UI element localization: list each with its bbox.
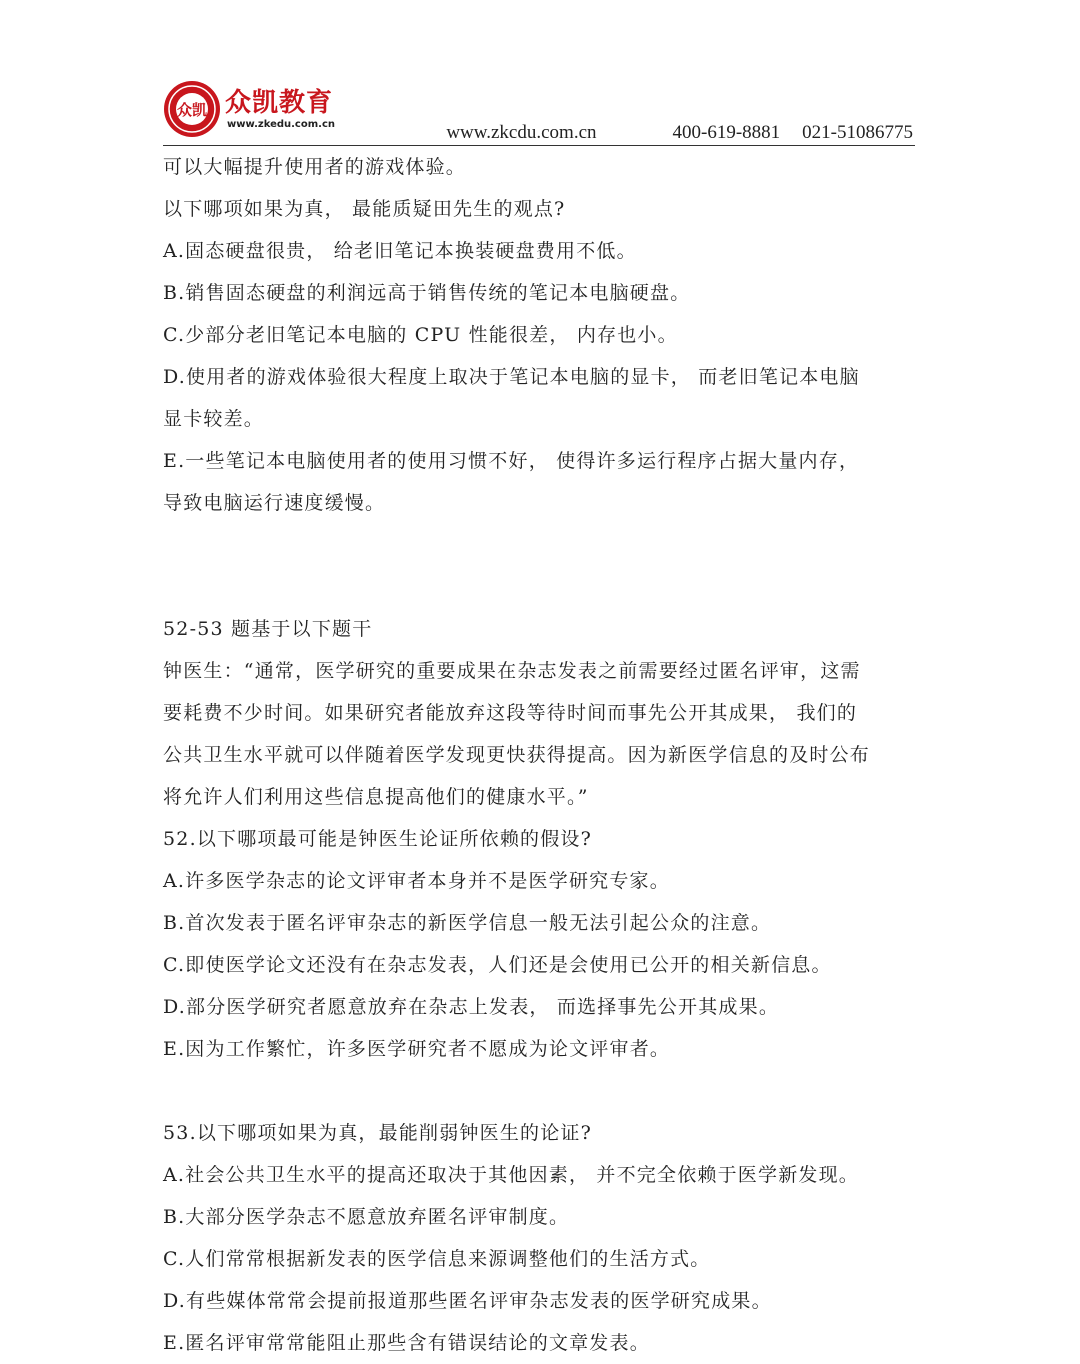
header-contact [446, 122, 913, 144]
option-c: C.少部分老旧笔记本电脑的 CPU 性能很差， 内存也小。 [163, 324, 678, 346]
option-e-continued: 导致电脑运行速度缓慢。 [163, 492, 386, 514]
question-52: 52.以下哪项最可能是钟医生论证所依赖的假设? [163, 828, 593, 850]
page-header [163, 78, 915, 146]
option-b: B.销售固态硬盘的利润远高于销售传统的笔记本电脑硬盘。 [163, 282, 691, 304]
option-c: C.即使医学论文还没有在杂志发表，人们还是会使用已公开的相关新信息。 [163, 954, 832, 976]
option-d: D.使用者的游戏体验很大程度上取决于笔记本电脑的显卡， 而老旧笔记本电脑 [163, 366, 860, 388]
option-e: E.匿名评审常常能阻止那些含有错误结论的文章发表。 [163, 1332, 650, 1354]
header-phone-1: 400-619-8881 [672, 122, 781, 143]
document-body [163, 146, 919, 1364]
option-b: B.首次发表于匿名评审杂志的新医学信息一般无法引起公众的注意。 [163, 912, 772, 934]
brand-url: www.zkedu.com.cn [227, 119, 335, 130]
text-line: 可以大幅提升使用者的游戏体验。 [163, 156, 467, 178]
passage-line: 钟医生：“通常，医学研究的重要成果在杂志发表之前需要经过匿名评审，这需 [163, 660, 861, 682]
header-phone-2: 021-51086775 [802, 122, 913, 143]
brand-logo-icon [163, 80, 221, 138]
option-a: A.社会公共卫生水平的提高还取决于其他因素， 并不完全依赖于医学新发现。 [163, 1164, 860, 1186]
option-c: C.人们常常根据新发表的医学信息来源调整他们的生活方式。 [163, 1248, 711, 1270]
paragraph-spacer [163, 566, 919, 608]
passage-line: 要耗费不少时间。如果研究者能放弃这段等待时间而事先公开其成果， 我们的 [163, 702, 858, 724]
option-b: B.大部分医学杂志不愿意放弃匿名评审制度。 [163, 1206, 570, 1228]
brand-name: 众凯教育 [225, 88, 334, 118]
passage-line: 公共卫生水平就可以伴随着医学发现更快获得提高。因为新医学信息的及时公布 [163, 744, 871, 766]
passage-line: 将允许人们利用这些信息提高他们的健康水平。” [163, 786, 589, 808]
option-d-continued: 显卡较差。 [163, 408, 265, 430]
question-prompt: 以下哪项如果为真， 最能质疑田先生的观点? [163, 198, 566, 220]
option-d: D.有些媒体常常会提前报道那些匿名评审杂志发表的医学研究成果。 [163, 1290, 772, 1312]
paragraph-spacer [163, 524, 919, 566]
header-website: www.zkcdu.com.cn [446, 122, 597, 143]
option-d: D.部分医学研究者愿意放弃在杂志上发表， 而选择事先公开其成果。 [163, 996, 780, 1018]
option-e: E.一些笔记本电脑使用者的使用习惯不好， 使得许多运行程序占据大量内存， [163, 450, 860, 472]
option-a: A.许多医学杂志的论文评审者本身并不是医学研究专家。 [163, 870, 670, 892]
option-a: A.固态硬盘很贵， 给老旧笔记本换装硬盘费用不低。 [163, 240, 637, 262]
paragraph-spacer [163, 1070, 919, 1112]
logo-seal-text: 众凯 [176, 101, 208, 119]
section-heading: 52-53 题基于以下题干 [163, 618, 373, 640]
option-e: E.因为工作繁忙，许多医学研究者不愿成为论文评审者。 [163, 1038, 671, 1060]
question-53: 53.以下哪项如果为真，最能削弱钟医生的论证? [163, 1122, 593, 1144]
